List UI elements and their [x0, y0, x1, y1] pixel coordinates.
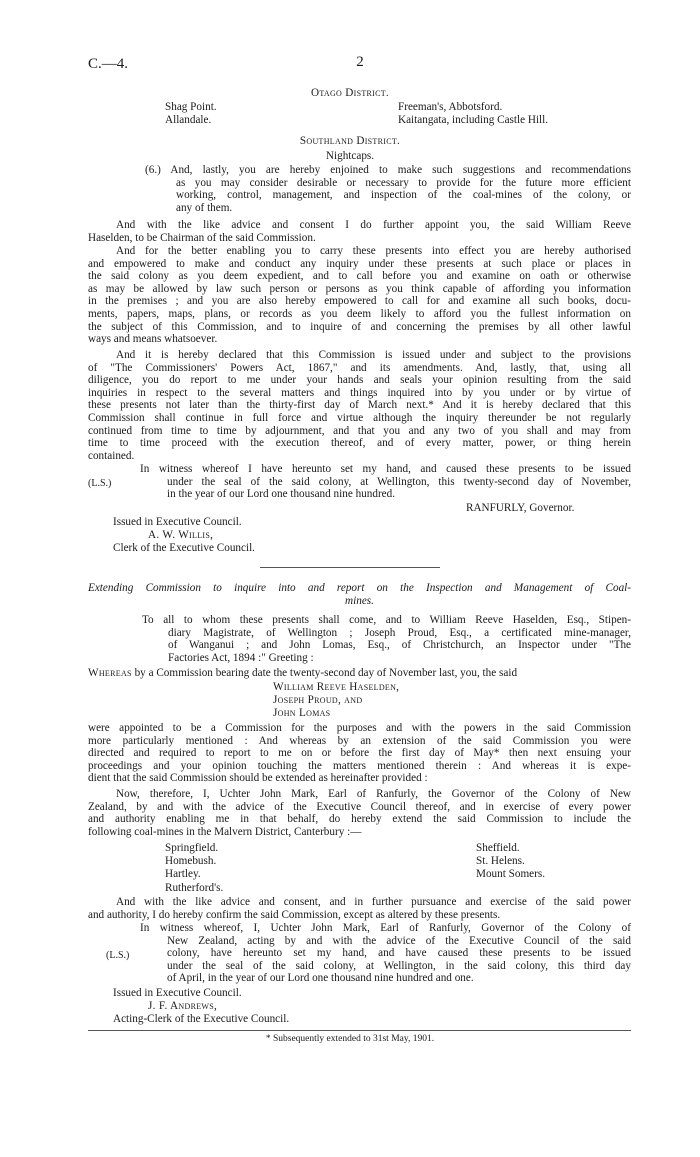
commissioner-name: John Lomas [273, 707, 331, 720]
whereas-line [88, 667, 517, 680]
text-line: of April, in the year of our Lord one thousand nine hundred and one. [167, 972, 474, 985]
paragraph-chairman [88, 219, 631, 244]
issued-line: Issued in Executive Council. [113, 516, 242, 528]
text-line: under the seal of the said colony, at Wellington, in the said colony, this third day [167, 959, 631, 972]
text-line: colony, have hereunto set my hand, and have caused these presents to be issued [167, 947, 631, 960]
extending-title [88, 582, 631, 607]
to-all-clause [142, 614, 631, 664]
text-line: under the seal of the said colony, at Wellington, this twenty-second day of November, [167, 475, 631, 488]
text-line: Factories Act, 1894 :" Greeting : [168, 651, 314, 664]
text-line: ways and means whatsoever. [88, 333, 218, 346]
text-line: and authority enabling me in that behalf, do hereby extend the said Commission to include the [88, 813, 631, 826]
mine-name: Kaitangata, including Castle Hill. [398, 114, 549, 127]
text-line: working, control, management, and inspection of the coal-mines of the colony, or [176, 189, 631, 202]
malvern-mines-left [165, 842, 223, 895]
text-line: as you may consider desirable or necessary to provide for the future more efficient [176, 176, 631, 189]
text-line: time to time proceed with the execution thereof, and of every matter, power, or thing herein [88, 437, 631, 450]
text-line: In witness whereof I have hereunto set my hand, and caused these presents to be issued [140, 463, 631, 475]
otago-right-list [398, 101, 548, 127]
southland-mine: Nightcaps. [325, 150, 375, 162]
text-line: diary Magistrate, of Wellington ; Joseph Proud, Esq., a certificated mine-manager, [168, 626, 631, 639]
text-line: contained. [88, 449, 135, 462]
mine-name: Springfield. [165, 842, 219, 854]
mine-name: Homebush. [165, 855, 217, 868]
mine-name: Hartley. [165, 868, 201, 881]
clerk-name: J. F. Andrews, [148, 1000, 218, 1012]
mine-name: Allandale. [165, 114, 212, 127]
seal-mark: (L.S.) [88, 478, 112, 489]
paragraph-now-therefore [88, 788, 631, 838]
commissioner-name: Joseph Proud, and [273, 694, 363, 707]
commissioner-name: William Reeve Haselden, [273, 681, 400, 693]
paragraph-declared [88, 349, 631, 462]
page-number: 2 [356, 54, 364, 70]
text-line: more particularly mentioned : And whereas by an extension of the said Commission you were [88, 734, 631, 747]
text-line: and authority, I do hereby confirm the said Commission, except as altered by these presents. [88, 908, 501, 921]
text-line: of "The Commissioners' Powers Act, 1867," and its amendments. And, lastly, that, using all [88, 361, 631, 374]
seal-mark: (L.S.) [106, 950, 130, 961]
mine-name: Rutherford's. [165, 881, 224, 894]
text-line: in the year of our Lord one thousand nine hundred. [167, 488, 396, 501]
malvern-mines-right [476, 842, 545, 882]
text-line: And with the like advice and consent I do further appoint you, the said William Reeve [116, 219, 631, 231]
section-divider [260, 567, 440, 568]
clerk-title: Clerk of the Executive Council. [113, 542, 255, 554]
text-line: Extending Commission to inquire into and report on the Inspection and Management of Coal- [88, 582, 631, 594]
text-line: continued from time to time by adjournment, and that you and any two of you shall and may from [88, 424, 631, 437]
text-line: mines. [345, 594, 374, 607]
witness-clause-2 [140, 922, 631, 985]
whereas-text: by a Commission bearing date the twenty-second day of November last, you, the said [134, 667, 518, 679]
text-line: dient that the said Commission should be extended as hereinafter provided : [88, 772, 428, 785]
otago-heading: Otago District. [310, 87, 390, 99]
paragraph-confirm [88, 896, 631, 921]
text-line: In witness whereof, I, Uchter John Mark, Earl of Ranfurly, Governor of the Colony of [140, 922, 631, 934]
text-line: (6.) And, lastly, you are hereby enjoined to make such suggestions and recommendations [145, 164, 631, 176]
issued-line: Issued in Executive Council. [113, 987, 242, 999]
text-line: Now, therefore, I, Uchter John Mark, Earl of Ranfurly, the Governor of the Colony of New [116, 788, 631, 800]
paragraph-appointed [88, 722, 631, 785]
text-line: inquiries in respect to the several matters and things inquired into by you under or by virtue of [88, 386, 631, 399]
witness-clause-1 [140, 463, 631, 501]
text-line: as may be allowed by law such person or persons as you think capable of affording you information [88, 282, 631, 295]
footnote: * Subsequently extended to 31st May, 1901. [265, 1034, 435, 1044]
southland-heading: Southland District. [299, 135, 401, 147]
text-line: And for the better enabling you to carry these presents into effect you are hereby authorised [116, 245, 631, 257]
mine-name: Mount Somers. [476, 868, 545, 881]
clerk-name: A. W. Willis, [148, 529, 214, 541]
text-line: in the premises ; and you are also hereby empowered to call for and examine all such books, docu- [88, 295, 631, 308]
commissioner-names [273, 681, 399, 721]
text-line: directed and required to report to me on or before the first day of May* then next ensuing your [88, 747, 631, 760]
text-line: any of them. [176, 201, 233, 214]
text-line: Haselden, to be Chairman of the said Commission. [88, 231, 316, 244]
clerk-title: Acting-Clerk of the Executive Council. [113, 1013, 290, 1025]
text-line: To all to whom these presents shall come, and to William Reeve Haselden, Esq., Stipen- [142, 614, 631, 626]
text-line: New Zealand, acting by and with the advice of the Executive Council of the said [167, 934, 631, 947]
text-line: ments, papers, maps, plans, or records as you deem likely to afford you the fullest information on [88, 307, 631, 320]
clause-6 [145, 164, 631, 214]
text-line: these presents not later than the thirty-first day of March next.* And it is hereby declared that this [88, 399, 631, 412]
text-line: the said colony as you deem expedient, and to call before you and examine on oath or otherwise [88, 270, 631, 283]
text-line: following coal-mines in the Malvern District, Canterbury :— [88, 825, 362, 838]
mine-name: St. Helens. [476, 855, 525, 868]
text-line: diligence, you do report to me under your hands and seals your opinion resulting from the said [88, 374, 631, 387]
text-line: the subject of this Commission, and to inquire of and concerning the premises by all other lawful [88, 320, 631, 333]
mine-name: Freeman's, Abbotsford. [398, 101, 503, 113]
footnote-rule [88, 1030, 631, 1031]
paragraph-enabling [88, 245, 631, 346]
document-code: C.—4. [88, 56, 129, 72]
governor-signature: RANFURLY, Governor. [466, 502, 575, 514]
mine-name: Shag Point. [165, 101, 217, 113]
text-line: were appointed to be a Commission for the purposes and with the powers in the said Commission [88, 722, 631, 734]
text-line: And it is hereby declared that this Commission is issued under and subject to the provisions [116, 349, 631, 361]
otago-left-list [165, 101, 217, 127]
whereas-word: Whereas [88, 667, 132, 679]
text-line: And with the like advice and consent, and in further pursuance and exercise of the said power [116, 896, 631, 908]
text-line: Zealand, by and with the advice of the Executive Council thereof, and in exercise of every power [88, 800, 631, 813]
text-line: and empowered to make and conduct any inquiry under these presents at such place or places in [88, 257, 631, 270]
text-line: proceedings and your opinion touching the matters mentioned therein : And whereas it is expe- [88, 759, 631, 772]
text-line: Commission shall continue in full force and virtue although the inquiry thereunder be not regularly [88, 411, 631, 424]
mine-name: Sheffield. [476, 842, 520, 854]
text-line: of Wanganui ; and John Lomas, Esq., of Christchurch, an Inspector under "The [168, 639, 631, 652]
